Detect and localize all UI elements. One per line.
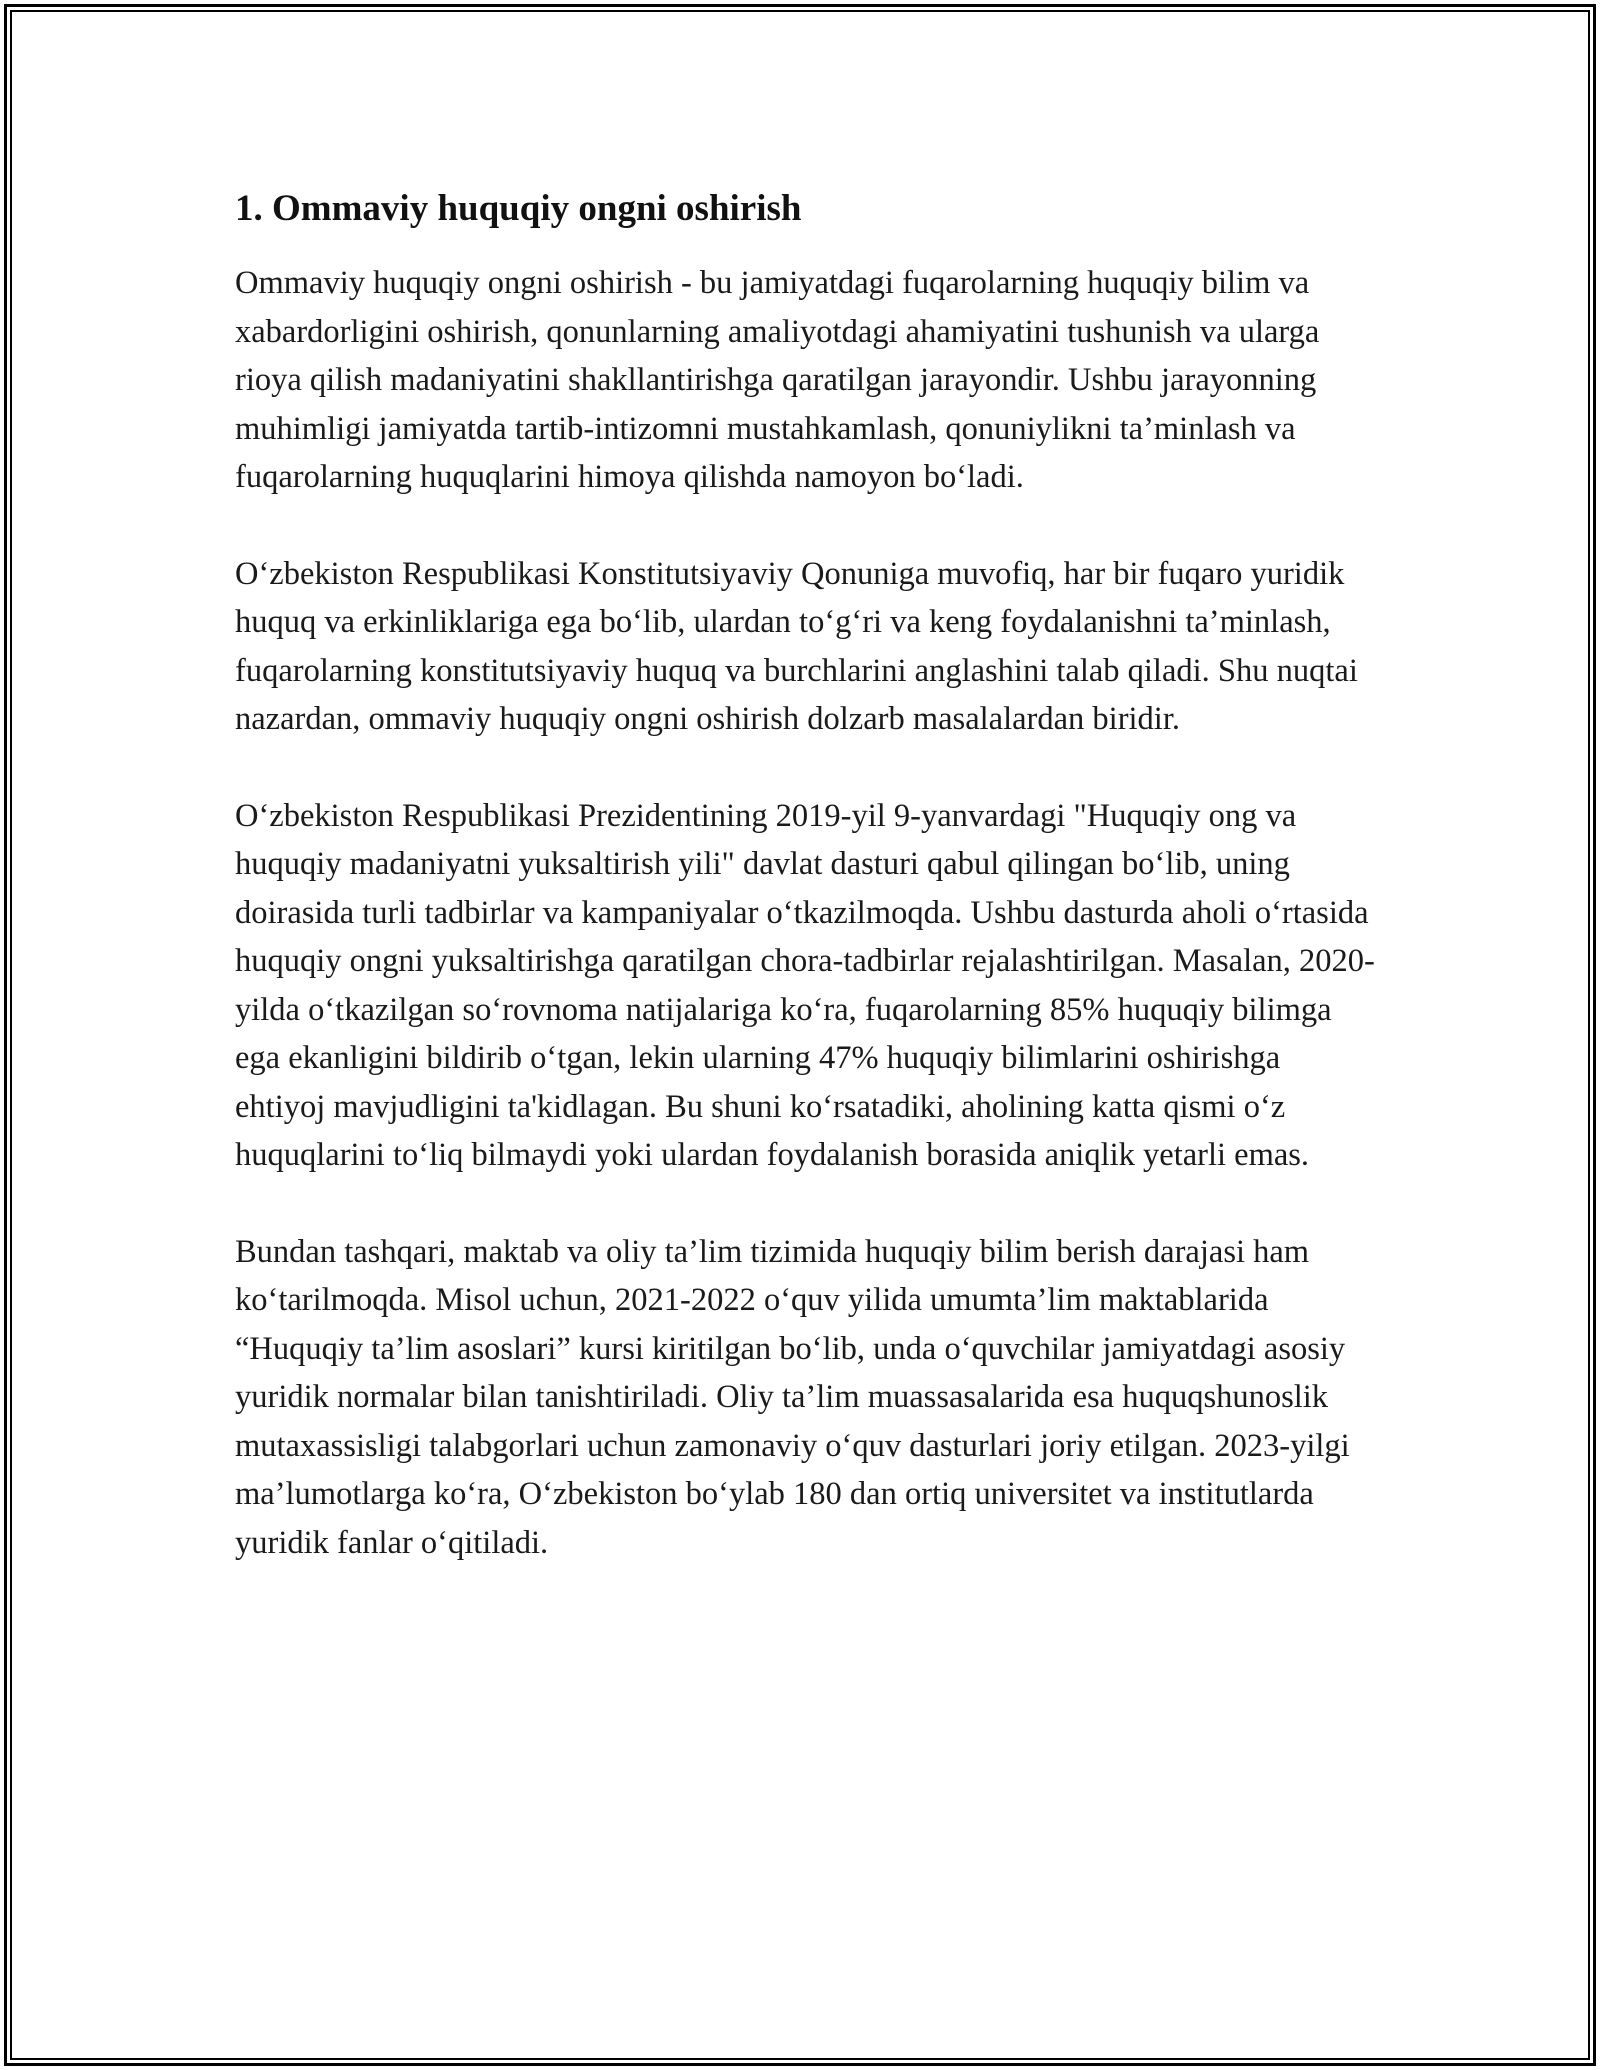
section-heading: 1. Ommaviy huquqiy ongni oshirish (235, 188, 802, 229)
paragraph-4: Bundan tashqari, maktab va oliy ta’lim tizimida huquqiy bilim berish darajasi ham ko‘tarilmoqda. Misol uchun, 2021-2022 o‘quv yilida umumta’lim maktablarida “Huquqiy ta’lim asoslari” kursi kiritilgan bo‘lib, unda o‘quvchilar jamiyatdagi asosiy yuridik normalar bilan tanishtiriladi. Oliy ta’lim muassasalarida esa huquqshunoslik mutaxassisligi talabgorlari uchun zamonaviy o‘quv dasturlari joriy etilgan. 2023-yilgi ma’lumotlarga ko‘ra, O‘zbekiston bo‘ylab 180 dan ortiq universitet va institutlarda yuridik fanlar o‘qitiladi. (235, 1233, 1350, 1561)
paragraph-1: Ommaviy huquqiy ongni oshirish - bu jamiyatdagi fuqarolarning huquqiy bilim va xabardorligini oshirish, qonunlarning amaliyotdagi ahamiyatini tushunish va ularga rioya qilish madaniyatini shakllantirishga qaratilgan jarayondir. Ushbu jarayonning muhimligi jamiyatda tartib-intizomni mustahkamlash, qonuniylikni ta’minlash va fuqarolarning huquqlarini himoya qilishda namoyon bo‘ladi. (235, 265, 1320, 495)
document-body (235, 185, 1375, 1615)
paragraph-2: O‘zbekiston Respublikasi Konstitutsiyaviy Qonuniga muvofiq, har bir fuqaro yuridik huquq va erkinliklariga ega bo‘lib, ulardan to‘g‘ri va keng foydalanishni ta’minlash, fuqarolarning konstitutsiyaviy huquq va burchlarini anglashini talab qiladi. Shu nuqtai nazardan, ommaviy huquqiy ongni oshirish dolzarb masalalardan biridir. (235, 555, 1358, 737)
paragraph-3: O‘zbekiston Respublikasi Prezidentining 2019-yil 9-yanvardagi "Huquqiy ong va huquqiy madaniyatni yuksaltirish yili" davlat dasturi qabul qilingan bo‘lib, uning doirasida turli tadbirlar va kampaniyalar o‘tkazilmoqda. Ushbu dasturda aholi o‘rtasida huquqiy ongni yuksaltirishga qaratilgan chora-tadbirlar rejalashtirilgan. Masalan, 2020-yilda o‘tkazilgan so‘rovnoma natijalariga ko‘ra, fuqarolarning 85% huquqiy bilimga ega ekanligini bildirib o‘tgan, lekin ularning 47% huquqiy bilimlarini oshirishga ehtiyoj mavjudligini ta'kidlagan. Bu shuni ko‘rsatadiki, aholining katta qismi o‘z huquqlarini to‘liq bilmaydi yoki ulardan foydalanish borasida aniqlik yetarli emas. (235, 797, 1375, 1173)
